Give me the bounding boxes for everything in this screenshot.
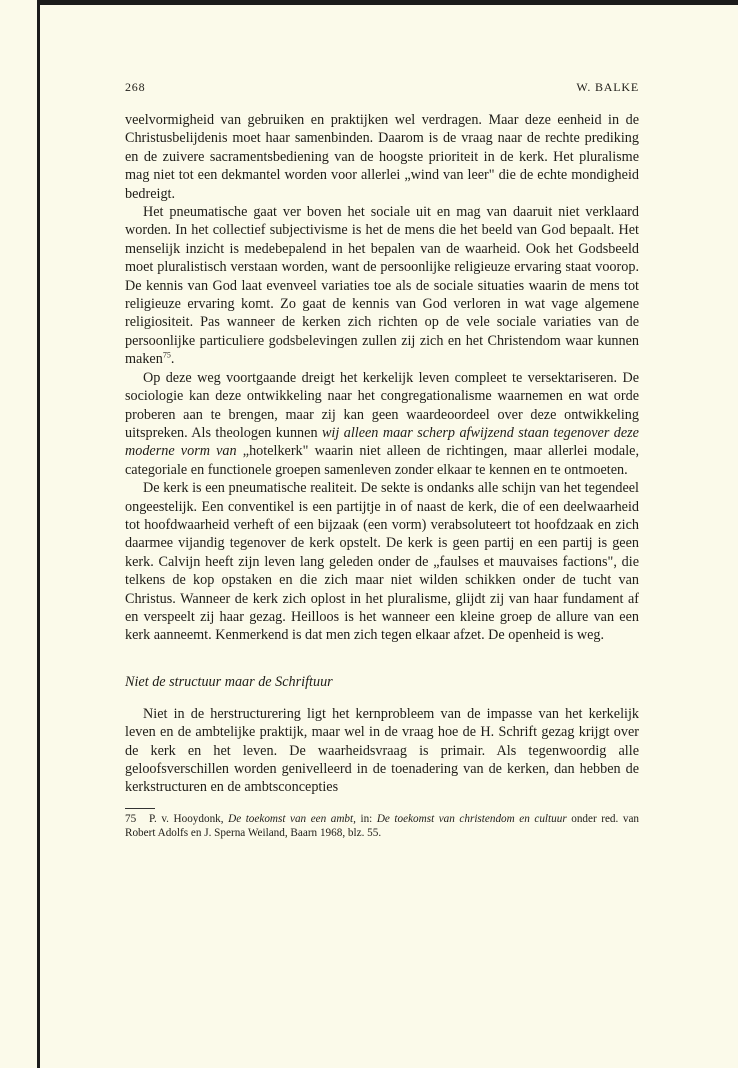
section-paragraph: Niet in de herstructurering ligt het kernprobleem van de impasse van het kerkelijk leven en de ambtelijke praktijk, maar wel in de vraag hoe de H. Schrift gezag krijgt over de kerk en het leven. De waarheidsvraag is primair. Als tegenwoordig alle geloofsverschillen worden genivelleerd in de toenadering van de kerken, dan hebben de kerkstructuren en de ambtsconcepties <box>125 705 639 796</box>
footnote-rule <box>125 808 155 809</box>
paragraph-2-text: Het pneumatische gaat ver boven het sociale uit en mag van daaruit niet verklaard worden. In het collectief subjectivisme is het de mens die het beeld van God bepaalt. Het menselijk inzicht is medebepalend in het bepalen van de waarheid. Ook het Godsbeeld moet pluralistisch verstaan worden, want de persoonlijke religieuze ervaring staat voorop. De kennis van God laat evenveel variaties toe als de sociale situaties waarin de mens tot religieuze ervaring komt. Zo gaat de kennis van God verloren in wat vage algemene religiositeit. Pas wanneer de kerken zich richten op de vele sociale variaties van de persoonlijke particuliere godsbelevingen zullen zij zich en het Christendom waar kunnen maken <box>125 204 639 368</box>
footnote-in: in: <box>355 812 377 825</box>
paragraph-4: De kerk is een pneumatische realiteit. De sekte is ondanks alle schijn van het tegendeel ongeestelijk. Een conventikel is een partijtje in of naast de kerk, die of een deelwaarheid tot hoofdwaarheid verheft of een bijzaak (een vorm) verabsoluteert tot hoofdzaak en zich daarmee vijandig tegenover de kerk opstelt. De kerk is geen partij en een partij is geen kerk. Calvijn heeft zijn leven lang geleden onder de „faulses et mauvaises factions", die telkens de kop opstaken en die zich maar niet wilden schikken onder de tucht van Christus. Wanneer de kerk zich oplost in het pluralisme, glijdt zij van haar fundament af en verspeelt zij haar gezag. Heilloos is het wanneer een kleine groep de allure van een kerk aanneemt. Kenmerkend is dat men zich tegen elkaar afzet. De openheid is weg. <box>125 480 639 644</box>
paragraph-3-end: „hotelkerk" waarin niet alleen de richtingen, maar allerlei modale, categoriale en functionele groepen samenleven zonder elkaar te kennen en te ontmoeten. <box>125 443 639 478</box>
page-number: 268 <box>125 80 146 94</box>
scan-edge-left <box>37 0 40 1068</box>
paragraph-1: veelvormigheid van gebruiken en praktijken wel verdragen. Maar deze eenheid in de Christusbelijdenis moet haar samenbinden. Daarom is de vraag naar de rechte prediking en de zuivere sacramentsbediening van de hoogste prioriteit in de kerk. Het pluralisme mag niet tot een dekmantel worden voor allerlei „wind van leer" die de echte mondigheid bedreigt. <box>125 112 639 202</box>
running-header <box>125 80 639 95</box>
footnote <box>125 812 639 840</box>
footnote-author: P. v. Hooydonk, <box>149 812 224 825</box>
running-head: W. BALKE <box>576 80 639 94</box>
paragraph-3 <box>125 369 639 479</box>
footnote-title-2: De toekomst van christendom en cultuur <box>376 812 567 825</box>
footnote-reference: 75 <box>162 350 171 360</box>
paragraph-3-text: Op deze weg voortgaande dreigt het kerkelijk leven compleet te versektariseren. De sociologie kan deze ontwikkeling naar het congregationalisme waarnemen en wat orde proberen aan te brengen, maar zij kan geen waardeoordeel over deze ontwikkeling uitspreken. Als theologen kunnen <box>125 369 639 441</box>
footnote-title-1: De toekomst van een ambt, <box>228 812 356 825</box>
body-text <box>125 111 639 797</box>
paragraph-3-italic: wij alleen maar scherp afwijzend staan tegenover deze moderne vorm van <box>125 424 639 460</box>
paragraph-2: Het pneumatische gaat ver boven het sociale uit en mag van daaruit niet verklaard worden. In het collectief subjectivisme is het de mens die het beeld van God bepaalt. Het menselijk inzicht is medebepalend in het bepalen van de waarheid. Ook het Godsbeeld moet pluralistisch verstaan worden, want de persoonlijke religieuze ervaring staat voorop. De kennis van God laat evenveel variaties toe als de sociale situaties waarin de mens tot religieuze ervaring komt. Zo gaat de kennis van God verloren in wat vage algemene religiositeit. Pas wanneer de kerken zich richten op de vele sociale variaties van de persoonlijke particuliere godsbelevingen zullen zij zich en het Christendom waar kunnen maken$^{75}$. <box>125 204 639 368</box>
footnote-number: 75 <box>125 812 137 825</box>
footnote-rest: onder red. van Robert Adolfs en J. Sperna Weiland, Baarn 1968, blz. 55. <box>125 812 640 839</box>
section-title: Niet de structuur maar de Schriftuur <box>125 673 333 690</box>
scan-edge-top <box>37 0 738 5</box>
page <box>125 72 639 840</box>
